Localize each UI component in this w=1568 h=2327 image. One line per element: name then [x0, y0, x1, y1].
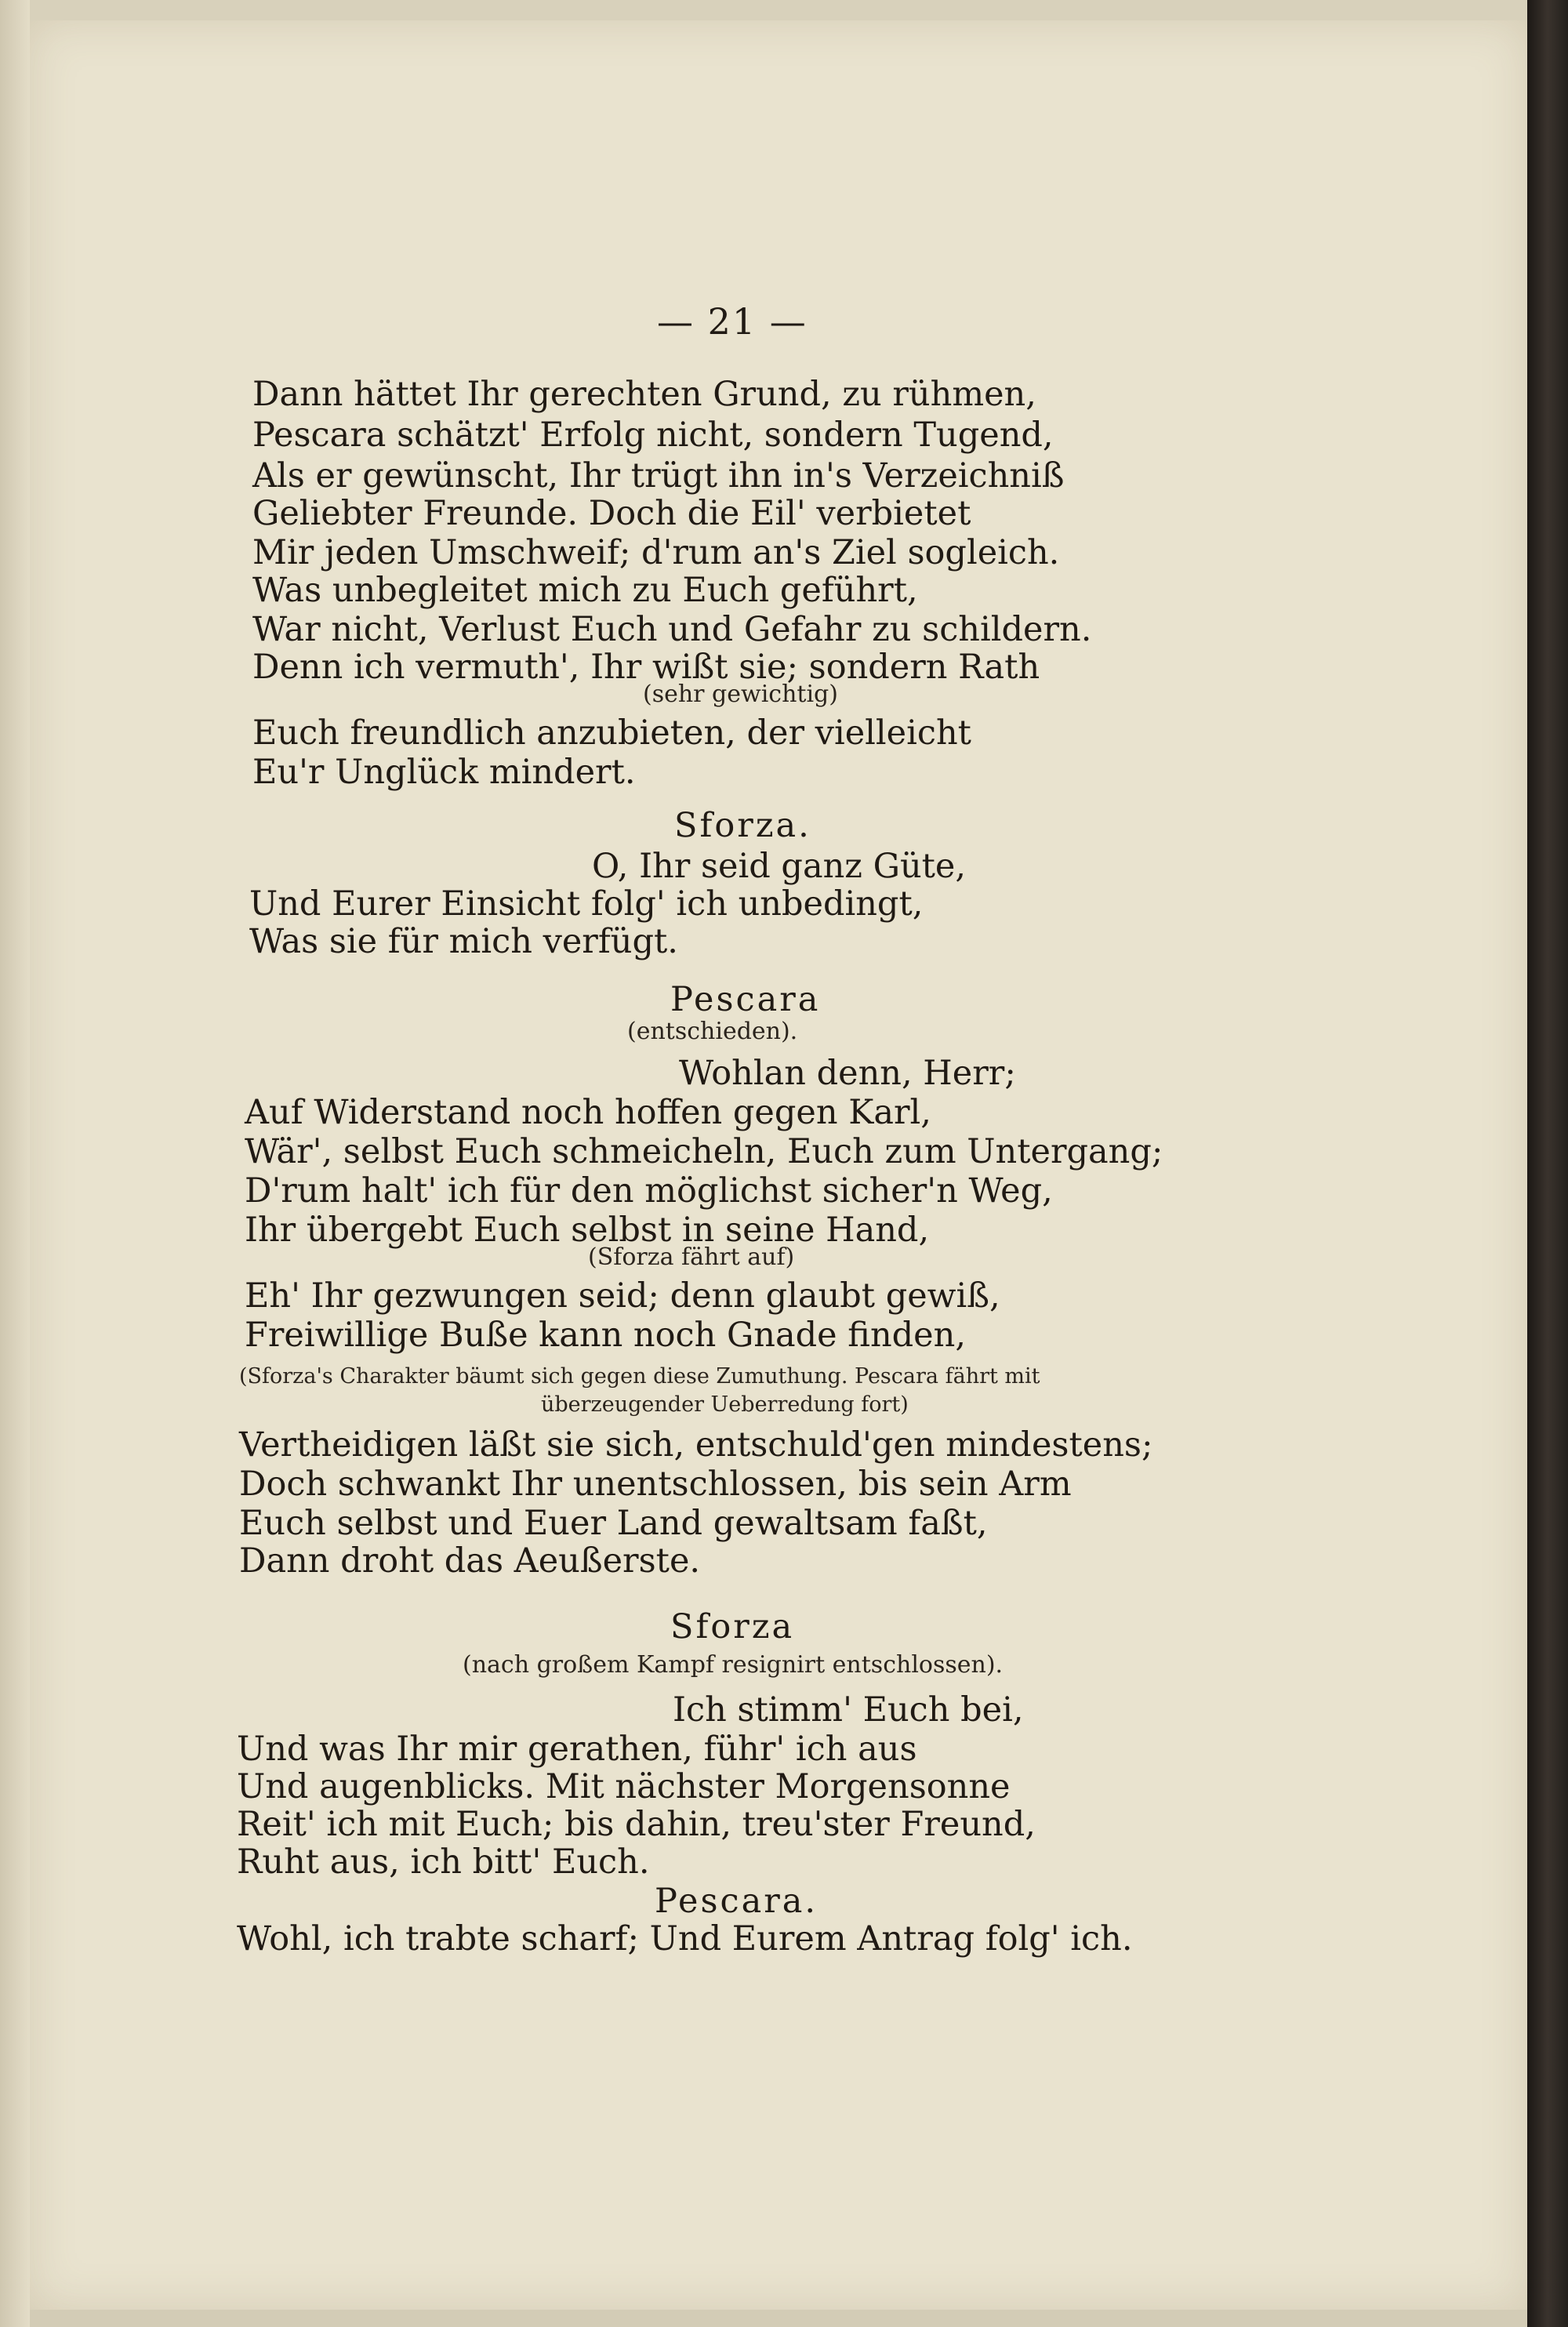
verse-line: Pescara schätzt' Erfolg nicht, sondern Tugend,	[252, 416, 1054, 455]
verse-line: Und was Ihr mir gerathen, führ' ich aus	[237, 1730, 917, 1769]
stage-direction: (entschieden).	[627, 1018, 798, 1045]
verse-line: Doch schwankt Ihr unentschlossen, bis sein Arm	[239, 1465, 1072, 1504]
stage-direction: (sehr gewichtig)	[643, 681, 838, 708]
stage-direction: (Sforza's Charakter bäumt sich gegen diese Zumuthung. Pescara fährt mit	[239, 1364, 1040, 1389]
speaker-name: Pescara	[670, 980, 821, 1019]
speaker-name: Pescara.	[655, 1882, 818, 1921]
speaker-name: Sforza.	[674, 806, 811, 845]
verse-line: Wohl, ich trabte scharf; Und Eurem Antrag folg' ich.	[237, 1919, 1133, 1959]
bottom-page-edge	[30, 2310, 1527, 2327]
left-page-edge	[0, 0, 30, 2327]
verse-line: Ich stimm' Euch bei,	[673, 1690, 1024, 1730]
verse-line: Als er gewünscht, Ihr trügt ihn in's Verzeichniß	[252, 456, 1065, 496]
page-number: — 21 —	[657, 300, 808, 343]
stage-direction: überzeugender Ueberredung fort)	[541, 1392, 909, 1417]
verse-line: Ruht aus, ich bitt' Euch.	[237, 1842, 650, 1882]
verse-line: Was sie für mich verfügt.	[249, 922, 678, 961]
stage-direction: (nach großem Kampf resignirt entschlossen).	[463, 1651, 1004, 1679]
top-page-edge	[30, 0, 1527, 20]
verse-line: Euch selbst und Euer Land gewaltsam faßt,	[239, 1504, 988, 1543]
stage-direction: (Sforza fährt auf)	[588, 1243, 795, 1271]
verse-line: Geliebter Freunde. Doch die Eil' verbietet	[252, 494, 971, 533]
verse-line: Wär', selbst Euch schmeicheln, Euch zum Untergang;	[245, 1132, 1163, 1171]
verse-line: Mir jeden Umschweif; d'rum an's Ziel sogleich.	[252, 533, 1060, 572]
verse-line: Vertheidigen läßt sie sich, entschuld'gen mindestens;	[239, 1425, 1153, 1465]
verse-line: D'rum halt' ich für den möglichst sicher'n Weg,	[245, 1171, 1053, 1211]
verse-line: War nicht, Verlust Euch und Gefahr zu schildern.	[252, 610, 1092, 649]
verse-line: Reit' ich mit Euch; bis dahin, treu'ster Freund,	[237, 1805, 1036, 1844]
verse-line: Ihr übergebt Euch selbst in seine Hand,	[245, 1211, 930, 1250]
verse-line: Dann droht das Aeußerste.	[239, 1541, 701, 1581]
verse-line: Auf Widerstand noch hoffen gegen Karl,	[245, 1093, 931, 1132]
verse-line: Was unbegleitet mich zu Euch geführt,	[252, 571, 918, 610]
verse-line: Wohlan denn, Herr;	[679, 1054, 1016, 1093]
verse-line: Freiwillige Buße kann noch Gnade finden,	[245, 1316, 966, 1355]
verse-line: Und Eurer Einsicht folg' ich unbedingt,	[249, 884, 924, 924]
verse-line: Eu'r Unglück mindert.	[252, 753, 636, 792]
verse-line: Denn ich vermuth', Ihr wißt sie; sondern Rath	[252, 648, 1040, 687]
speaker-name: Sforza	[670, 1607, 795, 1646]
verse-line: O, Ihr seid ganz Güte,	[592, 847, 967, 886]
verse-line: Eh' Ihr gezwungen seid; denn glaubt gewiß,	[245, 1276, 1000, 1316]
verse-line: Dann hättet Ihr gerechten Grund, zu rühmen,	[252, 375, 1036, 414]
verse-line: Euch freundlich anzubieten, der vielleicht	[252, 713, 971, 753]
book-binding	[1527, 0, 1568, 2327]
verse-line: Und augenblicks. Mit nächster Morgensonne	[237, 1767, 1011, 1806]
